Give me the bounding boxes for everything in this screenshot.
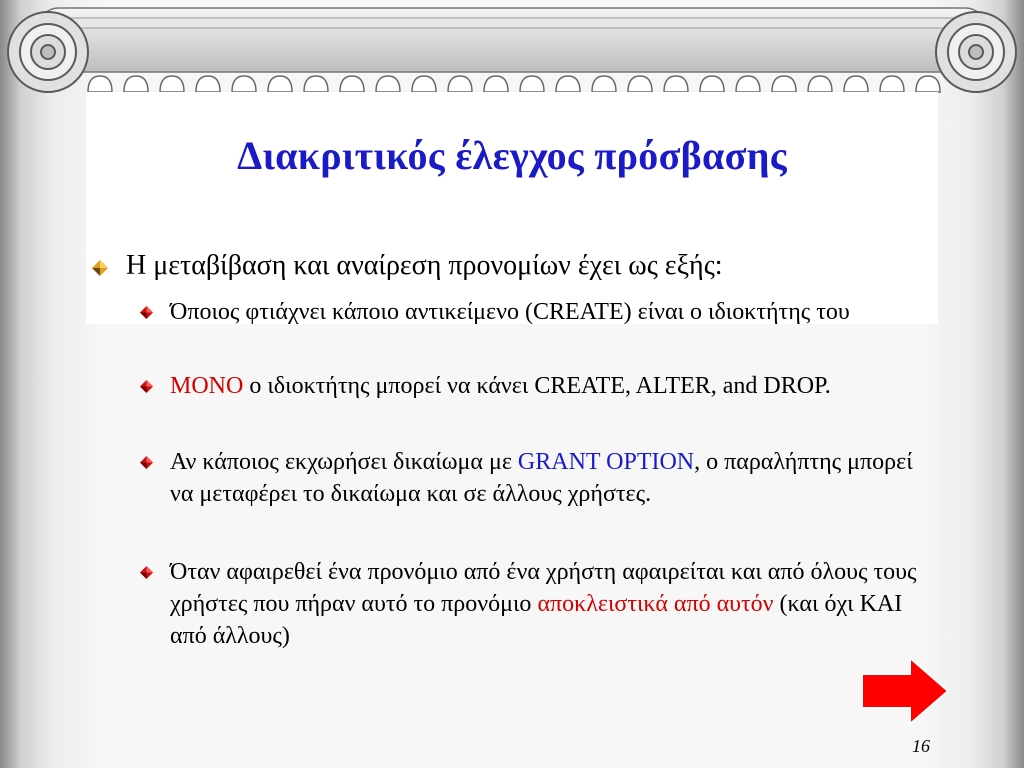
diamond-bullet-icon [140,380,153,393]
sub-bullet-1-text: Όποιος φτιάχνει κάποιο αντικείμενο (CREATE) είναι ο ιδιοκτήτης του [170,299,850,325]
left-volute-icon [8,12,88,92]
diamond-bullet-icon [140,456,153,469]
right-volute-icon [936,12,1016,92]
page-number: 16 [912,736,930,756]
slide-title: Διακριτικός έλεγχος πρόσβασης [237,133,787,178]
sub-bullet-2-text [170,370,940,402]
next-arrow-icon[interactable] [860,656,950,726]
sub-bullet-4-text [170,556,940,652]
sub-bullet-4-pre: Όταν αφαιρεθεί ένα προνόμιο από ένα χρήστη αφαιρείται και από όλους τους χρήστες που πήραν αυτό το προνόμιο [170,559,917,617]
title-panel [86,92,938,324]
main-bullet-text: Η μεταβίβαση και αναίρεση προνομίων έχει ως εξής: [126,250,723,281]
emphasis-grant-option: GRANT OPTION [517,449,695,475]
sub-bullet-4-post: (και όχι ΚΑΙ από άλλους) [170,591,903,649]
sub-bullet-3-text [170,446,940,510]
column-capital-decoration [0,0,1024,96]
sub-bullet-3-pre: Αν κάποιος εκχωρήσει δικαίωμα με [170,449,518,475]
diamond-bullet-icon [140,566,153,579]
emphasis-exclusively: αποκλειστικά από αυτόν [537,591,774,617]
diamond-bullet-icon [140,306,153,319]
emphasis-mono: ΜΟΝΟ [170,373,244,399]
sub-bullet-3-post: , ο παραλήπτης μπορεί να μεταφέρει το δικαίωμα και σε άλλους χρήστες. [170,449,913,507]
diamond-bullet-icon [92,260,108,276]
sub-bullet-2-rest: ο ιδιοκτήτης μπορεί να κάνει CREATE, ALTER, and DROP. [243,373,831,399]
